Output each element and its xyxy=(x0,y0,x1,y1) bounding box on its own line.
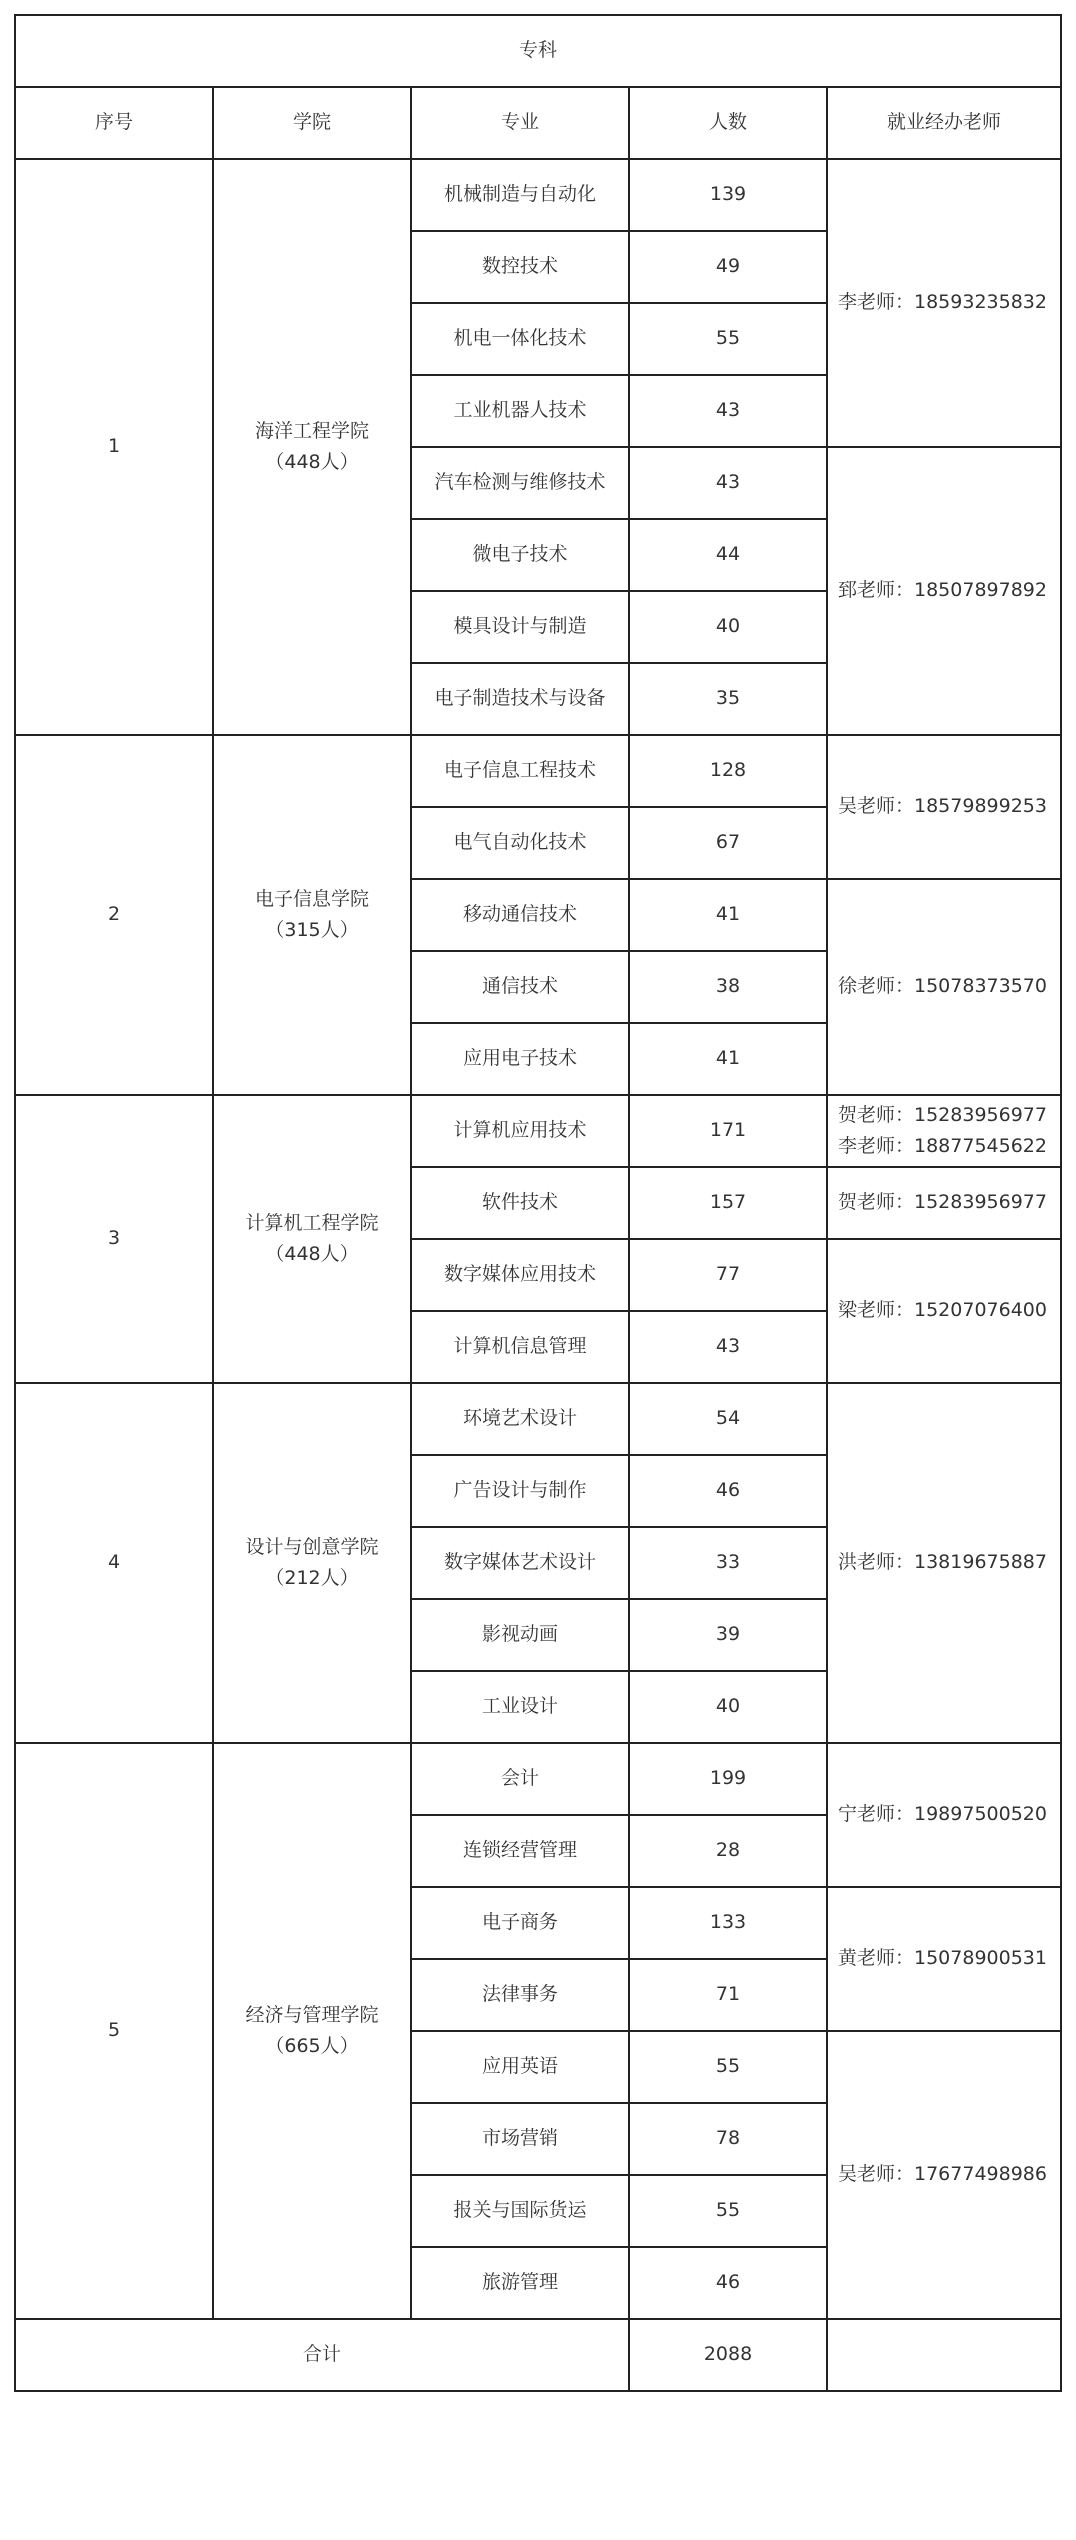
table-row xyxy=(15,159,1061,231)
major-name: 应用英语 xyxy=(411,2031,629,2103)
college-total: （212人） xyxy=(265,1567,359,1589)
major-count: 28 xyxy=(629,1815,827,1887)
teacher-contact: 贺老师：15283956977 xyxy=(838,1191,1047,1214)
teacher-contact: 吴老师：18579899253 xyxy=(838,795,1047,818)
row-index: 2 xyxy=(15,735,213,1095)
teacher-cell xyxy=(827,2031,1061,2319)
major-name: 市场营销 xyxy=(411,2103,629,2175)
teacher-contact: 徐老师：15078373570 xyxy=(838,975,1047,998)
major-name: 环境艺术设计 xyxy=(411,1383,629,1455)
major-name: 报关与国际货运 xyxy=(411,2175,629,2247)
major-name: 移动通信技术 xyxy=(411,879,629,951)
college-name: 电子信息学院 xyxy=(254,887,369,910)
major-count: 71 xyxy=(629,1959,827,2031)
teacher-cell xyxy=(827,1167,1061,1239)
college-name: 计算机工程学院 xyxy=(245,1211,379,1234)
college-name: 设计与创意学院 xyxy=(245,1535,379,1558)
major-count: 133 xyxy=(629,1887,827,1959)
teacher-cell xyxy=(827,159,1061,447)
major-name: 连锁经营管理 xyxy=(411,1815,629,1887)
college-name: 经济与管理学院 xyxy=(245,2003,379,2026)
major-name: 计算机信息管理 xyxy=(411,1311,629,1383)
major-name: 微电子技术 xyxy=(411,519,629,591)
teacher-cell xyxy=(827,1887,1061,2031)
major-count: 157 xyxy=(629,1167,827,1239)
major-count: 171 xyxy=(629,1095,827,1167)
table-row xyxy=(15,1095,1061,1167)
major-name: 工业机器人技术 xyxy=(411,375,629,447)
row-index: 3 xyxy=(15,1095,213,1383)
college-total: （665人） xyxy=(265,2035,359,2057)
total-label: 合计 xyxy=(15,2319,629,2391)
college-cell xyxy=(213,159,411,735)
teacher-cell xyxy=(827,1383,1061,1743)
major-name: 法律事务 xyxy=(411,1959,629,2031)
enrollment-table xyxy=(14,14,1062,2392)
teacher-cell xyxy=(827,735,1061,879)
teacher-contact: 吴老师：17677498986 xyxy=(838,2163,1047,2186)
major-name: 数字媒体艺术设计 xyxy=(411,1527,629,1599)
teacher-contact: 洪老师：13819675887 xyxy=(838,1551,1047,1574)
major-count: 139 xyxy=(629,159,827,231)
header-teacher: 就业经办老师 xyxy=(827,87,1061,159)
major-name: 数控技术 xyxy=(411,231,629,303)
table-row xyxy=(15,1743,1061,1815)
total-empty xyxy=(827,2319,1061,2391)
major-name: 软件技术 xyxy=(411,1167,629,1239)
teacher-contact: 黄老师：15078900531 xyxy=(838,1947,1047,1970)
major-name: 应用电子技术 xyxy=(411,1023,629,1095)
teacher-contact: 梁老师：15207076400 xyxy=(838,1299,1047,1322)
college-total: （315人） xyxy=(265,919,359,941)
major-count: 33 xyxy=(629,1527,827,1599)
header-major: 专业 xyxy=(411,87,629,159)
major-count: 54 xyxy=(629,1383,827,1455)
major-count: 35 xyxy=(629,663,827,735)
major-name: 机电一体化技术 xyxy=(411,303,629,375)
major-count: 43 xyxy=(629,375,827,447)
major-name: 汽车检测与维修技术 xyxy=(411,447,629,519)
major-count: 55 xyxy=(629,2031,827,2103)
teacher-contact: 贺老师：15283956977 xyxy=(838,1103,1047,1126)
major-name: 电子制造技术与设备 xyxy=(411,663,629,735)
major-count: 40 xyxy=(629,1671,827,1743)
teacher-cell xyxy=(827,1743,1061,1887)
teacher-contact: 郅老师：18507897892 xyxy=(838,579,1047,602)
college-cell xyxy=(213,1095,411,1383)
header-index: 序号 xyxy=(15,87,213,159)
major-name: 计算机应用技术 xyxy=(411,1095,629,1167)
major-name: 会计 xyxy=(411,1743,629,1815)
college-total: （448人） xyxy=(265,1243,359,1265)
teacher-cell xyxy=(827,879,1061,1095)
teacher-cell xyxy=(827,1239,1061,1383)
major-count: 199 xyxy=(629,1743,827,1815)
row-index: 5 xyxy=(15,1743,213,2319)
major-count: 41 xyxy=(629,1023,827,1095)
teacher-cell xyxy=(827,1095,1061,1167)
major-count: 49 xyxy=(629,231,827,303)
total-row xyxy=(15,2319,1061,2391)
teacher-contact: 李老师：18593235832 xyxy=(838,291,1047,314)
teacher-cell xyxy=(827,447,1061,735)
table-title: 专科 xyxy=(15,15,1061,87)
teacher-contact: 李老师：18877545622 xyxy=(838,1135,1047,1157)
college-cell xyxy=(213,1383,411,1743)
major-count: 41 xyxy=(629,879,827,951)
major-name: 广告设计与制作 xyxy=(411,1455,629,1527)
major-count: 77 xyxy=(629,1239,827,1311)
major-count: 38 xyxy=(629,951,827,1023)
table-row xyxy=(15,735,1061,807)
college-total: （448人） xyxy=(265,451,359,473)
major-count: 44 xyxy=(629,519,827,591)
major-count: 55 xyxy=(629,2175,827,2247)
college-cell xyxy=(213,735,411,1095)
college-cell xyxy=(213,1743,411,2319)
title-row xyxy=(15,15,1061,87)
row-index: 4 xyxy=(15,1383,213,1743)
major-count: 39 xyxy=(629,1599,827,1671)
row-index: 1 xyxy=(15,159,213,735)
major-count: 128 xyxy=(629,735,827,807)
major-count: 55 xyxy=(629,303,827,375)
major-name: 电子商务 xyxy=(411,1887,629,1959)
major-count: 43 xyxy=(629,1311,827,1383)
major-name: 通信技术 xyxy=(411,951,629,1023)
major-name: 电气自动化技术 xyxy=(411,807,629,879)
teacher-contact: 宁老师：19897500520 xyxy=(838,1803,1047,1826)
major-count: 43 xyxy=(629,447,827,519)
major-name: 旅游管理 xyxy=(411,2247,629,2319)
major-name: 影视动画 xyxy=(411,1599,629,1671)
major-name: 数字媒体应用技术 xyxy=(411,1239,629,1311)
major-count: 78 xyxy=(629,2103,827,2175)
header-row xyxy=(15,87,1061,159)
total-count: 2088 xyxy=(629,2319,827,2391)
header-count: 人数 xyxy=(629,87,827,159)
major-name: 机械制造与自动化 xyxy=(411,159,629,231)
header-college: 学院 xyxy=(213,87,411,159)
major-count: 40 xyxy=(629,591,827,663)
major-count: 46 xyxy=(629,2247,827,2319)
major-name: 模具设计与制造 xyxy=(411,591,629,663)
major-count: 67 xyxy=(629,807,827,879)
major-name: 电子信息工程技术 xyxy=(411,735,629,807)
major-name: 工业设计 xyxy=(411,1671,629,1743)
major-count: 46 xyxy=(629,1455,827,1527)
college-name: 海洋工程学院 xyxy=(254,419,369,442)
table-row xyxy=(15,1383,1061,1455)
